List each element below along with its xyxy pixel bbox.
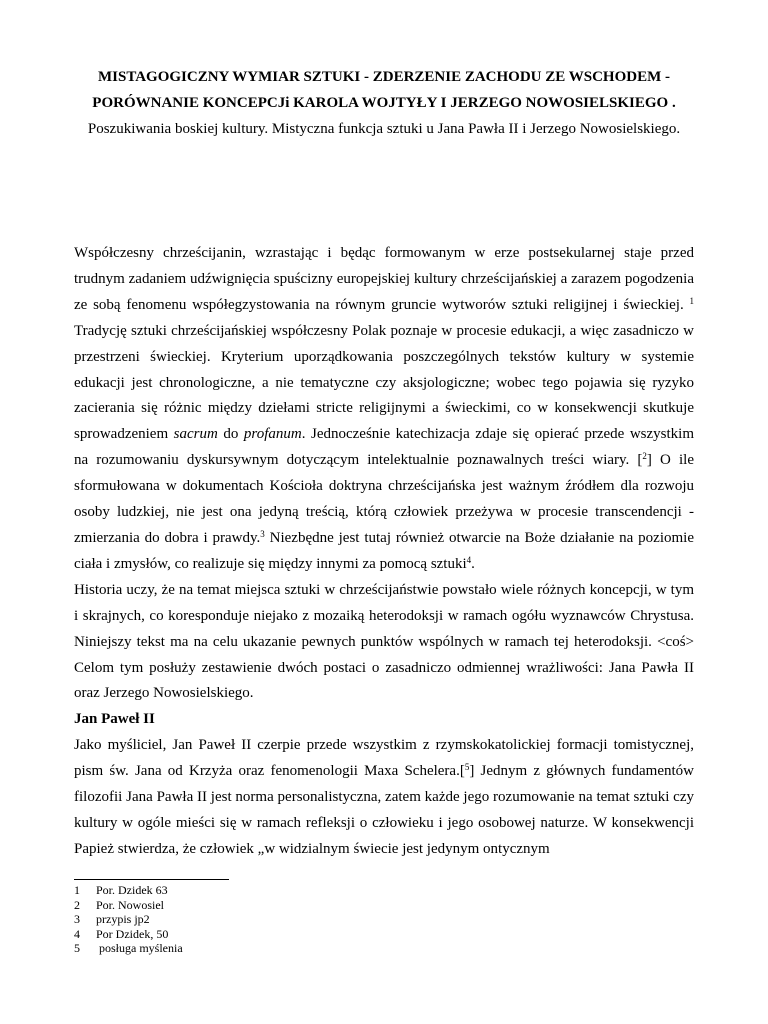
footnote-item: 3 przypis jp2 <box>74 912 150 926</box>
paragraph-1: Współczesny chrześcijanin, wzrastając i będąc formowanym w erze postsekularnej staje przed trudnym zadaniem udźwignięcia spuścizny europejskiej kultury chrześcijańskiej a zarazem pogodzenia ze sobą fenomenu współegzystowania na równym gruncie wytworów sztuki religijnej i świeckiej. $^1$ Tradycję sztuki chrześcijańskiej współczesny Polak poznaje w procesie edukacji, a więc zasadniczo w przestrzeni świeckiej. Kryterium uporządkowania poszczególnych tekstów kultury w systemie edukacji jest chronologiczne, a nie tematyczne czy aksjologiczne; wobec tego pojawia się ryzyko zacierania się różnic między dziełami stricte religijnymi a świeckimi, co w konsekwencji skutkuje sprowadzeniem sacrum do profanum. Jednocześnie katechizacja zdaje się opierać przede wszystkim na rozumowaniu dyskursywnym dotyczącym intelektualnie poznawalnych treści wiary. [$^2$] O ile sformułowana w dokumentach Kościoła doktryna chrześcijańska jest ważnym źródłem dla rozwoju osoby ludzkiej, nie jest ona jedyną treścią, którą człowiek przeżywa w procesie transcendencji - zmierzania do dobra i prawdy.$^3$ Niezbędne jest tutaj również otwarcie na Boże działanie na poziomie ciała i zmysłów, co realizuje się między innymi za pomocą sztuki$^4$. <box>74 245 695 572</box>
footnote-item: 1 Por. Dzidek 63 <box>74 883 168 897</box>
footnote-ref-3[interactable]: 3 <box>260 528 265 539</box>
title-line-2: PORÓWNANIE KONCEPCJi KAROLA WOJTYŁY I JERZEGO NOWOSIELSKIEGO . <box>92 95 676 111</box>
paragraph-2: Historia uczy, że na temat miejsca sztuki w chrześcijaństwie powstało wiele różnych koncepcji, w tym i skrajnych, co koresponduje niejako z mozaiką heterodoksji w ramach ogółu wyznawców Chrystusa. Niniejszy tekst ma na celu ukazanie pewnych punktów wspólnych w ramach tej heterodoksji. <coś> Celom tym posłuży zestawienie dwóch postaci o zasadniczo odmiennej wrażliwości: Jana Pawła II oraz Jerzego Nowosielskiego. <box>74 581 694 702</box>
footnote-item: 4 Por Dzidek, 50 <box>74 926 169 941</box>
footnote-item: 5 posługa myślenia <box>74 941 183 955</box>
footnote-separator <box>74 879 229 880</box>
footnote-ref-4[interactable]: 4 <box>466 554 472 565</box>
footnote-ref-2[interactable]: 2 <box>642 451 647 462</box>
footnotes <box>74 883 474 956</box>
body-text <box>74 241 694 863</box>
footnote-item: 2 Por. Nowosiel <box>74 897 165 912</box>
paragraph-3: Jako myśliciel, Jan Paweł II czerpie przede wszystkim z rzymskokatolickiej formacji tomistycznej, pism św. Jana od Krzyża oraz fenomenologii Maxa Schelera.[$^5$] Jednym z głównych fundamentów filozofii Jana Pawła II jest norma personalistyczna, zatem każde jego rozumowanie na temat sztuki czy kultury w ogóle mieści się w ramach refleksji o człowieku i jego osobowej naturze. W konsekwencji Papież stwierdza, że człowiek „w widzialnym świecie jest jedynym ontycznym <box>74 737 694 857</box>
term-profanum: profanum <box>243 426 302 443</box>
subtitle: Poszukiwania boskiej kultury. Mistyczna funkcja sztuki u Jana Pawła II i Jerzego Nowosielskiego. <box>87 121 681 137</box>
section-heading: Jan Paweł II <box>74 711 155 728</box>
title-line-1: MISTAGOGICZNY WYMIAR SZTUKI - ZDERZENIE ZACHODU ZE WSCHODEM - <box>97 69 671 85</box>
footnote-ref-1[interactable]: 1 <box>689 295 694 306</box>
term-sacrum: sacrum <box>173 426 218 443</box>
footnote-ref-5[interactable]: 5 <box>464 762 470 773</box>
